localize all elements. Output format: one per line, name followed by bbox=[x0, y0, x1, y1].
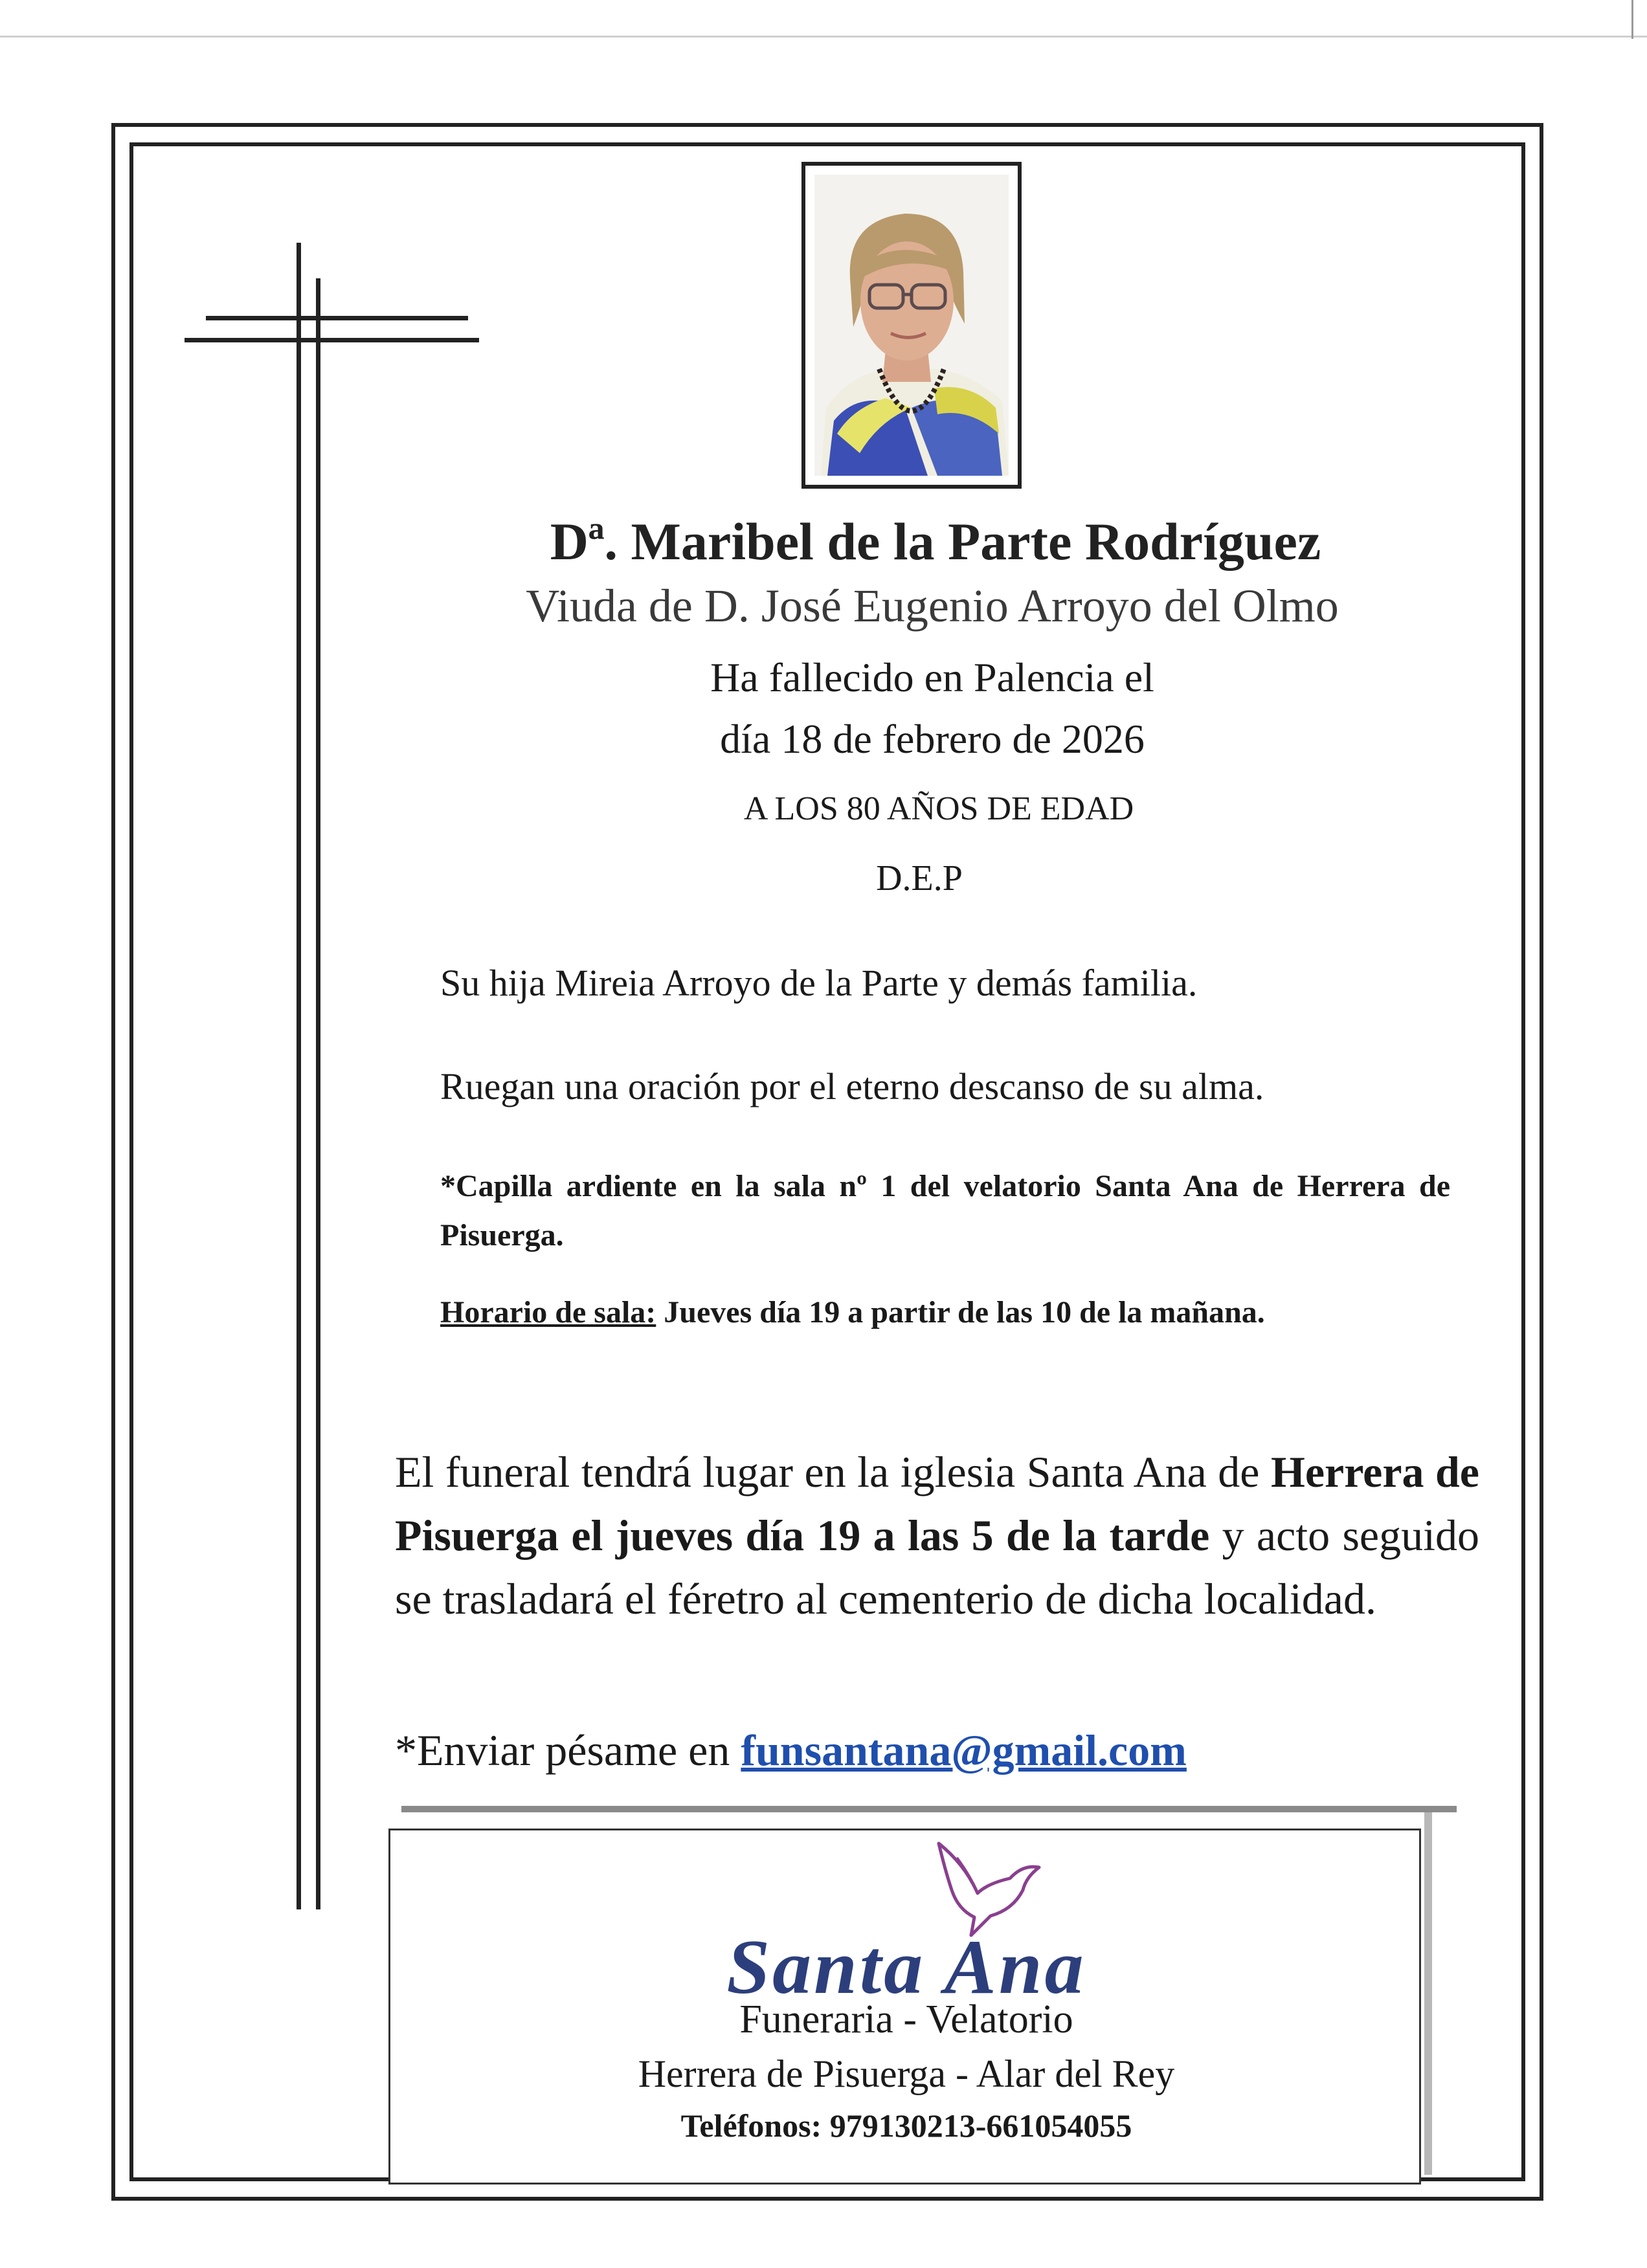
death-place-line: Ha fallecido en Palencia el bbox=[710, 654, 1154, 700]
cross-vertical-bar bbox=[297, 243, 301, 1909]
scan-edge-right bbox=[1631, 0, 1633, 39]
age-line: A LOS 80 AÑOS DE EDAD bbox=[743, 790, 1134, 827]
chapel-info: *Capilla ardiente en la sala nº 1 del velatorio Santa Ana de Herrera de Pisuerga. bbox=[440, 1169, 1450, 1252]
portrait-photo bbox=[814, 175, 1009, 476]
deceased-name: Dª. Maribel de la Parte Rodríguez bbox=[550, 512, 1321, 571]
funeral-text-bold: Herrera de Pisuerga el jueves día 19 a las 5 de la tarde bbox=[395, 1447, 1479, 1560]
rip-text: D.E.P bbox=[876, 858, 963, 898]
cross-horizontal-bar bbox=[206, 316, 468, 320]
funeral-home-logo-text: Santa Ana bbox=[726, 1924, 1086, 2010]
funeral-text-start: El funeral tendrá lugar en la iglesia Santa Ana de bbox=[395, 1447, 1271, 1496]
death-date-line: día 18 de febrero de 2026 bbox=[720, 716, 1145, 762]
scan-edge bbox=[0, 36, 1647, 38]
visiting-hours bbox=[440, 1295, 1265, 1330]
condolence-line bbox=[395, 1725, 1187, 1776]
funeral-home-phones: Teléfonos: 979130213-661054055 bbox=[680, 2107, 1132, 2144]
visiting-hours-label: Horario de sala: bbox=[440, 1295, 656, 1329]
funeral-text-end: y acto seguido se trasladará el féretro al cementerio de dicha localidad. bbox=[395, 1511, 1479, 1623]
family-line: Su hija Mireia Arroyo de la Parte y demás familia. bbox=[440, 962, 1198, 1004]
logo-box-shadow bbox=[401, 1806, 1457, 1812]
cross-vertical-bar bbox=[316, 278, 320, 1909]
condolence-prefix: *Enviar pésame en bbox=[395, 1726, 741, 1775]
widow-of-line: Viuda de D. José Eugenio Arroyo del Olmo bbox=[526, 580, 1339, 632]
portrait-illustration bbox=[814, 175, 1009, 476]
funeral-home-locations: Herrera de Pisuerga - Alar del Rey bbox=[638, 2052, 1175, 2095]
prayer-line: Ruegan una oración por el eterno descanso de su alma. bbox=[440, 1065, 1264, 1107]
funeral-paragraph bbox=[395, 1440, 1479, 1630]
visiting-hours-text: Jueves día 19 a partir de las 10 de la mañana. bbox=[656, 1295, 1265, 1329]
condolence-email-link[interactable]: funsantana@gmail.com bbox=[741, 1726, 1187, 1775]
logo-box-shadow-side bbox=[1424, 1812, 1432, 2175]
cross-horizontal-bar bbox=[185, 338, 479, 342]
funeral-home-type: Funeraria - Velatorio bbox=[739, 1997, 1073, 2041]
